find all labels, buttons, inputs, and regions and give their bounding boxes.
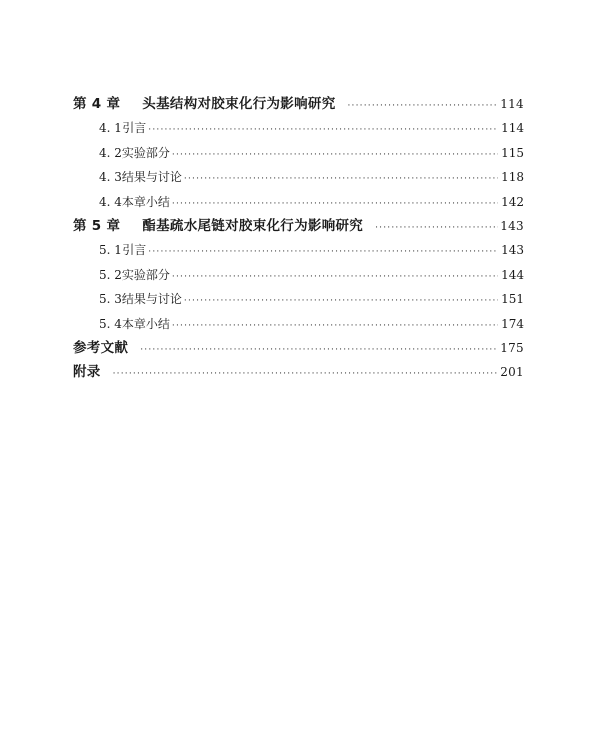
chapter-title: 附录 [73, 364, 101, 381]
page-number: 143 [501, 243, 524, 258]
dot-leader [184, 289, 498, 313]
section-number: 5. 2 [99, 267, 122, 282]
section-number: 4. 3 [99, 170, 122, 185]
section-title: 结果与讨论 [121, 170, 182, 185]
page-number: 114 [501, 121, 524, 136]
page-number: 174 [501, 316, 524, 331]
section-number: 5. 4 [99, 316, 122, 331]
dot-leader [140, 338, 498, 362]
chapter-number: 第 4 章 [73, 96, 121, 112]
section-title: 本章小结 [121, 316, 170, 331]
dot-leader [172, 265, 498, 289]
section-title: 实验部分 [121, 267, 170, 282]
page-number: 114 [500, 97, 524, 111]
dot-leader [148, 118, 498, 142]
section-number: 4. 1 [99, 121, 122, 136]
toc-entry-section-4-4[interactable] [73, 190, 524, 214]
section-number: 4. 2 [99, 145, 122, 160]
page-number: 201 [500, 365, 524, 380]
toc-entry-chapter-5[interactable] [73, 214, 524, 238]
dot-leader [113, 362, 498, 386]
page-number: 142 [501, 194, 524, 209]
toc-entry-section-5-3[interactable] [73, 287, 524, 311]
dot-leader [375, 216, 498, 240]
page-number: 175 [500, 340, 524, 355]
toc-entry-section-4-3[interactable] [73, 165, 524, 189]
dot-leader [172, 143, 498, 167]
toc-entry-section-4-1[interactable] [73, 116, 524, 140]
section-title: 结果与讨论 [121, 292, 182, 307]
chapter-number: 第 5 章 [73, 217, 121, 234]
chapter-title: 酯基疏水尾链对胶束化行为影响研究 [142, 217, 364, 234]
section-number: 5. 3 [99, 292, 122, 307]
chapter-title: 头基结构对胶束化行为影响研究 [142, 96, 336, 112]
page-number: 118 [501, 170, 524, 185]
toc-entry-section-5-4[interactable] [73, 312, 524, 336]
toc-entry-section-5-2[interactable] [73, 263, 524, 287]
page-number: 143 [500, 218, 524, 233]
section-number: 5. 1 [99, 243, 122, 258]
toc-entry-section-4-2[interactable] [73, 141, 524, 165]
page-number: 115 [501, 145, 524, 160]
dot-leader [348, 94, 499, 118]
toc-entry-section-5-1[interactable] [73, 238, 524, 262]
toc-entry-appendix[interactable] [73, 360, 524, 384]
section-number: 4. 4 [99, 194, 122, 209]
section-title: 引言 [122, 121, 147, 136]
page-number: 144 [501, 267, 524, 282]
dot-leader [148, 240, 498, 264]
table-of-contents [73, 92, 524, 385]
page-number: 151 [501, 292, 524, 307]
dot-leader [172, 192, 498, 216]
chapter-title: 参考文献 [73, 339, 129, 356]
toc-entry-references[interactable] [73, 336, 524, 360]
dot-leader [184, 167, 498, 191]
toc-entry-chapter-4[interactable] [73, 92, 524, 116]
section-title: 本章小结 [121, 194, 170, 209]
section-title: 实验部分 [121, 145, 170, 160]
section-title: 引言 [122, 243, 147, 258]
dot-leader [172, 314, 498, 338]
